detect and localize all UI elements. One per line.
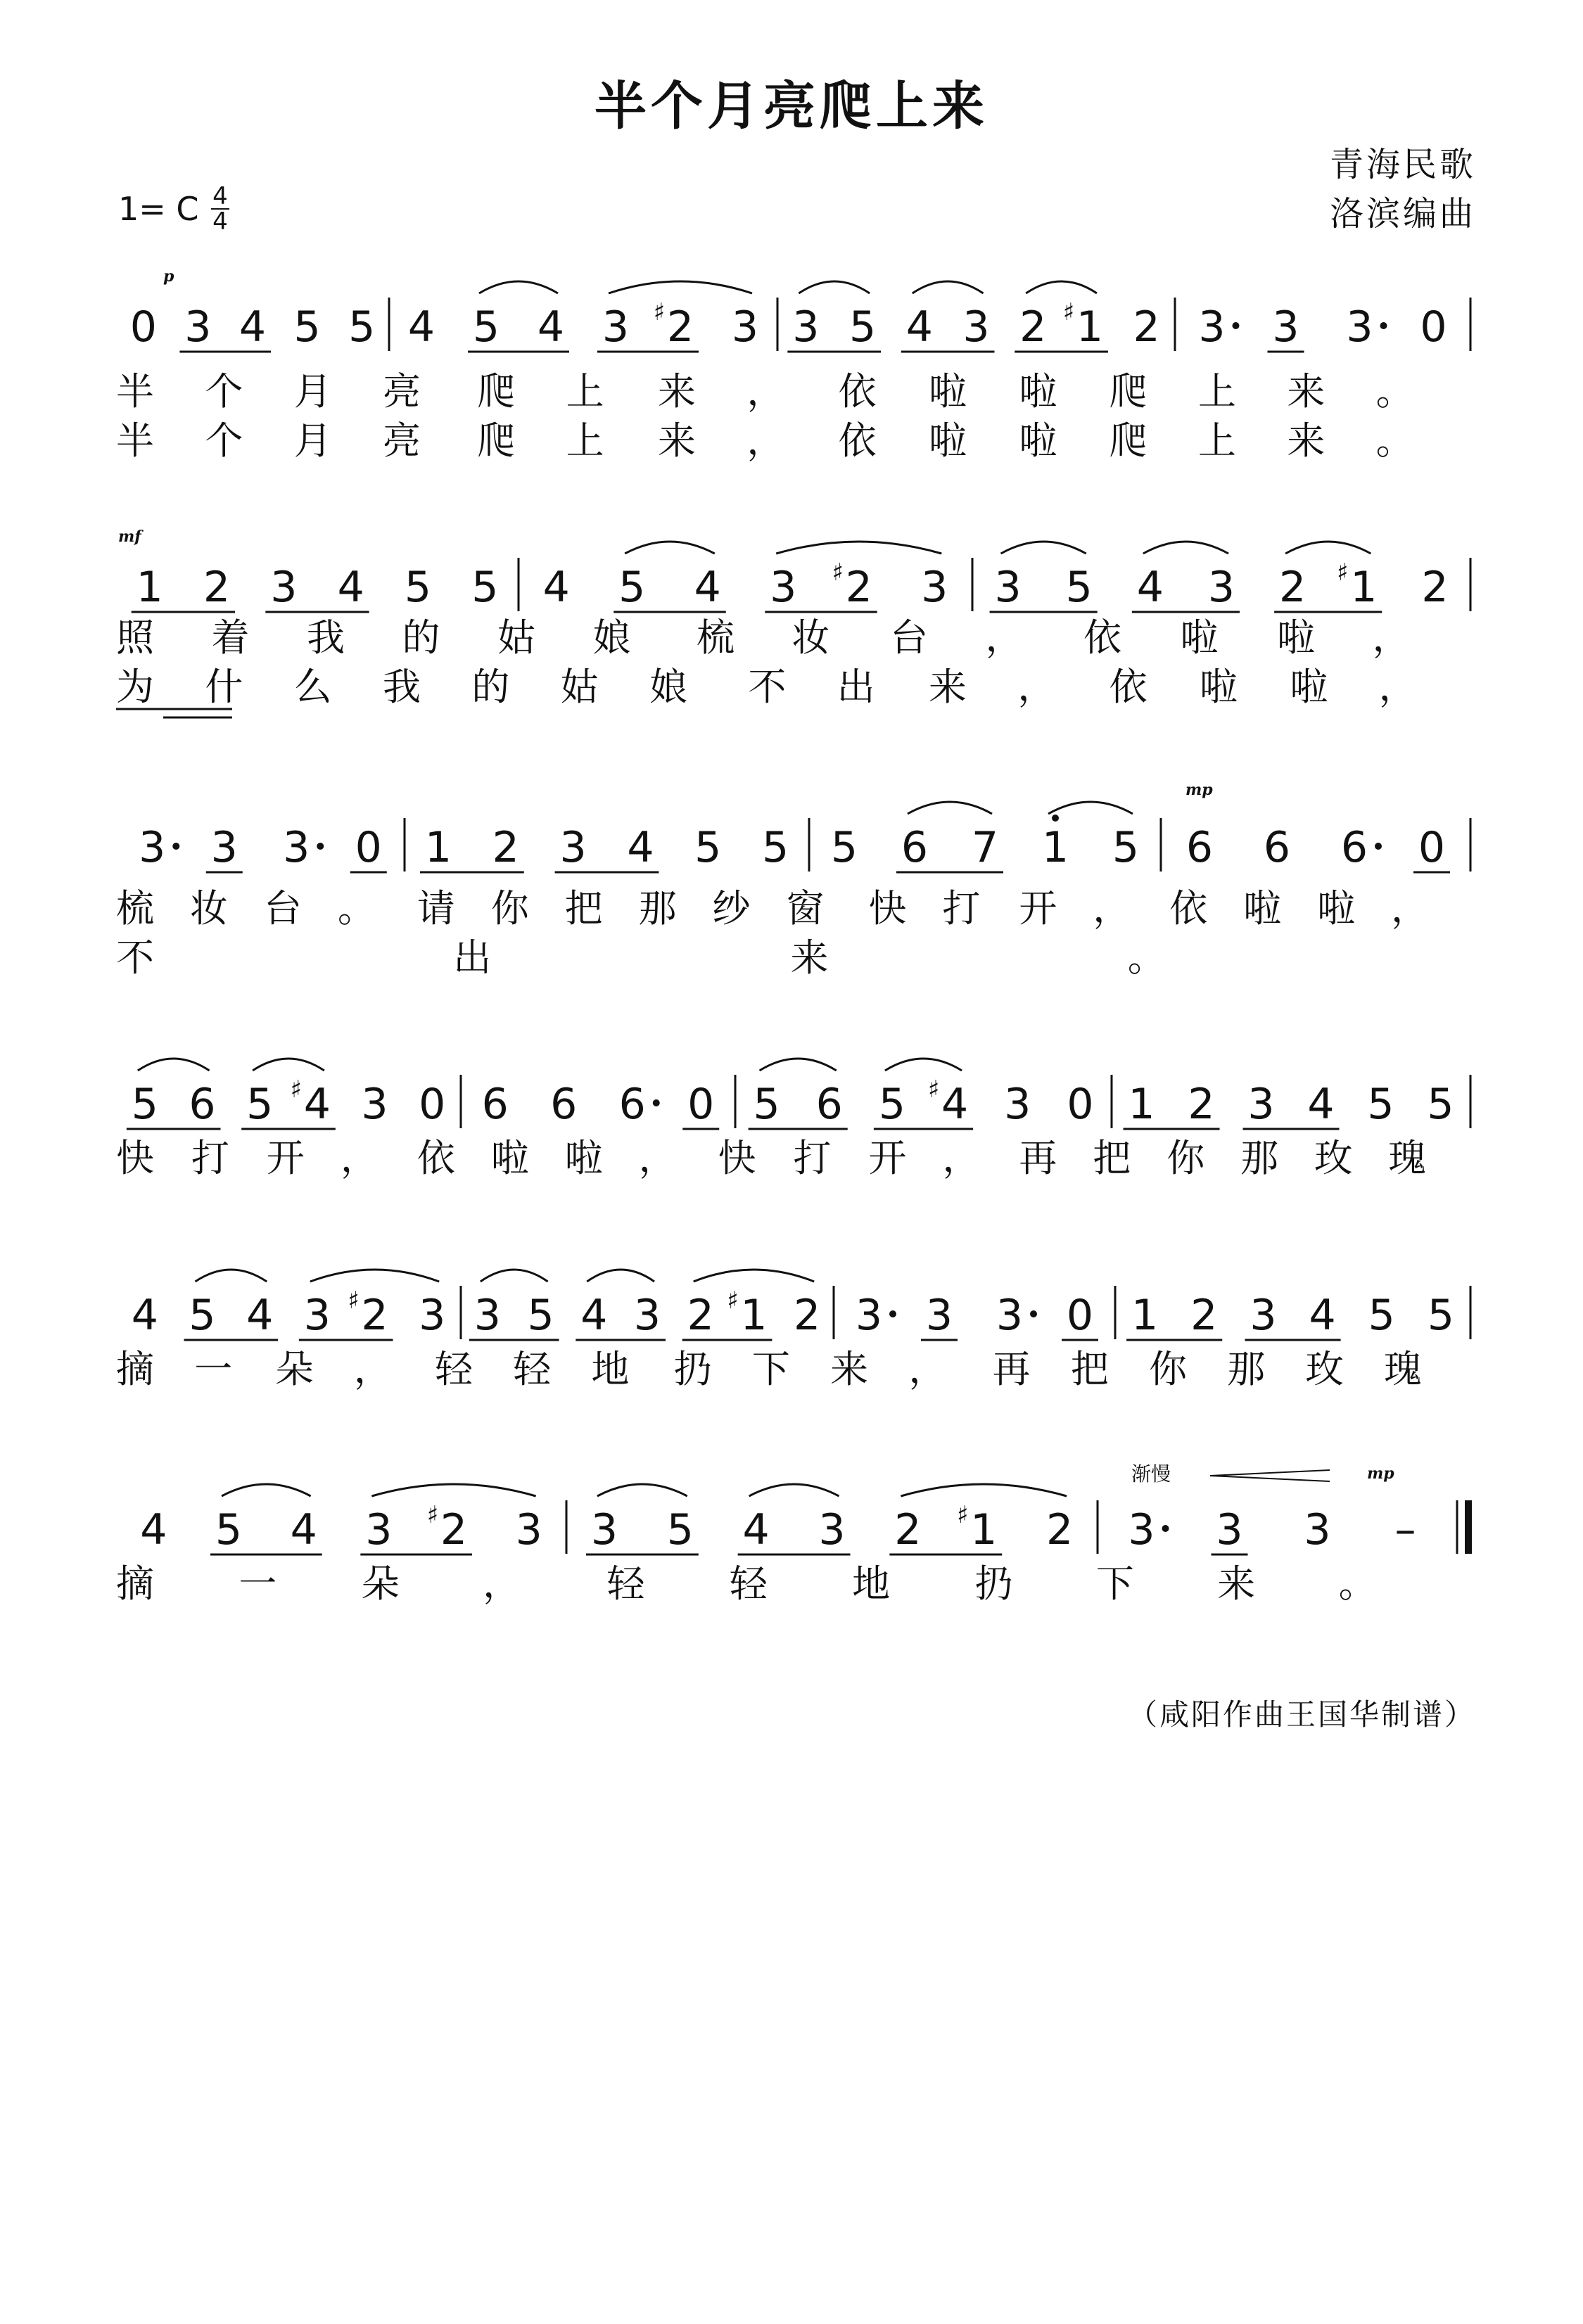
note: 3 <box>270 563 298 612</box>
note: 3 <box>365 1505 393 1554</box>
time-signature-bottom: 4 <box>212 208 228 236</box>
note: 3 <box>818 1505 846 1554</box>
note: 4 <box>1309 1291 1336 1340</box>
dynamic-marking: mf <box>118 528 141 546</box>
note: 5 <box>694 823 722 872</box>
note: 2 <box>894 1505 922 1554</box>
note: 0 <box>1420 302 1447 352</box>
lyric-word: 朵， <box>275 1347 432 1391</box>
lyric-word: 开， <box>868 1136 1017 1180</box>
lyric-word: 轻轻地 <box>434 1347 670 1391</box>
note: 5 <box>348 302 376 352</box>
note: 3 <box>210 823 238 872</box>
lyric-word: 爬上 <box>477 369 656 414</box>
sharp-accidental: ♯ <box>1062 298 1075 326</box>
dynamic-marking: mp <box>1185 781 1213 799</box>
note: 3 <box>184 302 212 352</box>
slur <box>799 281 870 293</box>
note: 2 <box>794 1291 821 1340</box>
note: 4 <box>246 1291 274 1340</box>
lyric-word: 轻 <box>606 1562 728 1606</box>
note: 4 <box>131 1291 158 1340</box>
note: 3 <box>419 1291 446 1340</box>
slur <box>479 281 558 293</box>
note: 3 <box>770 563 797 612</box>
note: 5 <box>1427 1080 1454 1129</box>
note: 3 <box>303 1291 331 1340</box>
note: 1 <box>1350 563 1378 612</box>
note: 5 <box>618 563 646 612</box>
note: 3 <box>731 302 759 352</box>
lyric-word: 打 <box>793 1136 867 1180</box>
lyric-word: 啦 <box>1019 419 1108 463</box>
slur <box>913 281 984 293</box>
note: 3 <box>855 1291 883 1340</box>
decrescendo-hairpin <box>1210 1476 1330 1481</box>
note: 2 <box>1188 1080 1215 1129</box>
note: 6 <box>618 1080 646 1129</box>
lyric-word: 依 <box>1109 665 1199 709</box>
slur <box>310 1270 439 1282</box>
note: 5 <box>878 1080 906 1129</box>
note: 3 <box>962 302 990 352</box>
lyric-word: 半个月亮 <box>116 419 472 463</box>
note: 0 <box>129 302 157 352</box>
note: 4 <box>290 1505 317 1554</box>
note: 4 <box>580 1291 608 1340</box>
note: 5 <box>189 1291 216 1340</box>
note: 1 <box>1076 302 1104 352</box>
augmentation-dot <box>1030 1310 1037 1317</box>
slur <box>597 1484 687 1496</box>
augmentation-dot <box>317 843 324 850</box>
note: 4 <box>941 1080 969 1129</box>
note: 3 <box>1004 1080 1031 1129</box>
note: 3 <box>1247 1080 1275 1129</box>
note: 0 <box>1418 823 1446 872</box>
note: 5 <box>753 1080 780 1129</box>
note: 2 <box>687 1291 714 1340</box>
lyric-word: 快打 <box>868 886 1017 931</box>
slur <box>587 1270 654 1282</box>
lyric-word: 再把你那玫瑰 <box>992 1347 1463 1391</box>
lyric-word: 来， <box>658 369 836 414</box>
slur <box>885 1059 962 1071</box>
lyric-word: 不出 <box>748 665 927 709</box>
lyric-word: 开， <box>266 1136 414 1180</box>
lyric-word: 啦 <box>1019 369 1108 414</box>
tempo-marking: 渐慢 <box>1131 1462 1171 1486</box>
augmentation-dot <box>1375 843 1382 850</box>
slur <box>1285 542 1371 554</box>
note: 2 <box>1279 563 1307 612</box>
note: 4 <box>542 563 570 612</box>
sharp-accidental: ♯ <box>653 298 666 326</box>
note: 5 <box>1427 1291 1455 1340</box>
note: 4 <box>140 1505 167 1554</box>
note: 3 <box>921 563 948 612</box>
slur <box>481 1270 548 1282</box>
lyric-word: 啦， <box>1290 665 1468 709</box>
lyric-word: 打 <box>191 1136 265 1180</box>
lyric-word: 照着我的姑娘 <box>116 615 688 660</box>
lyric-word: 依 <box>838 419 928 463</box>
sharp-accidental: ♯ <box>290 1075 303 1104</box>
note: 5 <box>1367 1080 1394 1129</box>
credit-origin: 青海民歌 <box>1329 145 1476 184</box>
note: 2 <box>1421 563 1449 612</box>
note: 1 <box>1041 823 1069 872</box>
lyric-word: 依 <box>1083 615 1179 660</box>
note: 5 <box>472 302 500 352</box>
lyric-word: 来， <box>658 419 836 463</box>
augmentation-dot <box>1233 322 1240 329</box>
page-title: 半个月亮爬上来 <box>595 76 988 136</box>
note: 1 <box>740 1291 768 1340</box>
note: 0 <box>355 823 382 872</box>
note: 3 <box>1128 1505 1155 1554</box>
lyric-word: 啦 <box>1180 615 1276 660</box>
lyric-word: 啦 <box>1200 665 1289 709</box>
note: 3 <box>1304 1505 1331 1554</box>
lyric-word: 爬上来。 <box>1109 419 1466 463</box>
slur <box>138 1059 210 1071</box>
note: 3 <box>590 1505 618 1554</box>
note: 5 <box>246 1080 274 1129</box>
lyric-word: 朵， <box>361 1562 604 1606</box>
note: 6 <box>815 1080 843 1129</box>
sharp-accidental: ♯ <box>1337 558 1349 587</box>
lyric-word: 依啦啦， <box>1169 886 1466 931</box>
lyric-word: 梳妆 <box>697 615 887 660</box>
note: 5 <box>1065 563 1093 612</box>
note: 0 <box>1067 1080 1094 1129</box>
time-signature-top: 4 <box>211 184 229 210</box>
note: 3 <box>1346 302 1373 352</box>
slur <box>371 1484 535 1496</box>
lyric-word: 扔下来。 <box>974 1562 1461 1606</box>
note: 1 <box>1128 1080 1155 1129</box>
decrescendo-hairpin <box>1210 1470 1330 1476</box>
augmentation-dot <box>653 1099 660 1106</box>
note: 4 <box>742 1505 770 1554</box>
note: 2 <box>1190 1291 1218 1340</box>
note: 3 <box>139 823 166 872</box>
note: 1 <box>970 1505 998 1554</box>
lyric-word: 来， <box>929 665 1107 709</box>
note: 4 <box>337 563 364 612</box>
lyric-word: 啦 <box>929 419 1018 463</box>
note: 3 <box>1207 563 1235 612</box>
note: 6 <box>1185 823 1214 872</box>
note: 3 <box>633 1291 661 1340</box>
note: 4 <box>905 302 933 352</box>
lyric-word: 依啦啦， <box>417 1136 713 1180</box>
slur <box>749 1484 839 1496</box>
slur <box>1026 281 1097 293</box>
note: 5 <box>848 302 877 352</box>
note: 4 <box>1307 1080 1335 1129</box>
note: 6 <box>189 1080 216 1129</box>
note: 3 <box>1250 1291 1277 1340</box>
lyric-word: 梳妆台。 <box>116 886 412 931</box>
augmentation-dot <box>889 1310 896 1317</box>
footer-credit: （咸阳作曲王国华制谱） <box>1127 1697 1476 1732</box>
sharp-accidental: ♯ <box>348 1286 360 1315</box>
note: 3 <box>361 1080 388 1129</box>
augmentation-dot <box>1380 322 1387 329</box>
slur <box>776 542 941 554</box>
note: 6 <box>481 1080 509 1129</box>
lyric-word: 依 <box>838 369 928 414</box>
note: 1 <box>1131 1291 1159 1340</box>
note: 3 <box>994 563 1022 612</box>
lyric-word: 爬上 <box>477 419 656 463</box>
slur <box>1048 802 1133 814</box>
note: 7 <box>971 823 999 872</box>
octave-dot <box>1052 815 1059 822</box>
sharp-accidental: ♯ <box>727 1286 739 1315</box>
lyric-word: 请你把那纱窗 <box>417 886 860 931</box>
note: 3 <box>1216 1505 1243 1554</box>
note: 4 <box>537 302 565 352</box>
augmentation-dot <box>172 843 179 850</box>
note: 2 <box>845 563 872 612</box>
dynamic-marking: p <box>163 267 174 286</box>
lyric-word: 不出来。 <box>116 936 1465 980</box>
note: 5 <box>471 563 499 612</box>
slur <box>222 1484 311 1496</box>
note: 3 <box>473 1291 501 1340</box>
note: 2 <box>1133 302 1160 352</box>
note: 2 <box>203 563 231 612</box>
lyric-word: 半个月亮 <box>116 369 472 414</box>
slur <box>694 1270 814 1282</box>
lyric-word: 啦， <box>1277 615 1468 660</box>
dynamic-marking: mp <box>1367 1464 1394 1483</box>
note: 2 <box>492 823 519 872</box>
note: 5 <box>666 1505 694 1554</box>
lyric-word: 快 <box>718 1136 792 1180</box>
key-signature: 1= C <box>118 190 199 228</box>
note: 4 <box>303 1080 331 1129</box>
note: 5 <box>131 1080 158 1129</box>
note: 4 <box>1136 563 1164 612</box>
slur <box>196 1270 267 1282</box>
lyric-word: 摘一 <box>116 1347 273 1391</box>
note: 3 <box>283 823 310 872</box>
lyric-word: 爬上来。 <box>1109 369 1466 414</box>
note: 4 <box>694 563 721 612</box>
note: 3 <box>925 1291 953 1340</box>
note: 3 <box>792 302 820 352</box>
note: – <box>1394 1505 1416 1554</box>
lyric-word: 为什么我的姑娘 <box>116 665 739 709</box>
note: 4 <box>407 302 436 352</box>
note: 4 <box>239 302 267 352</box>
lyric-word: 开， <box>1019 886 1167 931</box>
slur <box>609 281 752 293</box>
note: 5 <box>527 1291 554 1340</box>
note: 2 <box>361 1291 388 1340</box>
slur <box>625 542 715 554</box>
note: 5 <box>761 823 789 872</box>
sharp-accidental: ♯ <box>927 1075 940 1104</box>
note: 0 <box>1066 1291 1094 1340</box>
sharp-accidental: ♯ <box>956 1501 969 1529</box>
slur <box>1001 542 1086 554</box>
note: 2 <box>1019 302 1047 352</box>
slur <box>908 802 992 814</box>
note: 3 <box>602 302 630 352</box>
lyric-word: 地 <box>852 1562 974 1606</box>
note: 3 <box>1272 302 1299 352</box>
lyric-word: 一 <box>239 1562 360 1606</box>
note: 6 <box>1263 823 1291 872</box>
note: 1 <box>424 823 452 872</box>
slur <box>253 1059 324 1071</box>
note: 2 <box>1045 1505 1074 1554</box>
slur <box>760 1059 837 1071</box>
lyric-word: 再把你那玫瑰 <box>1019 1136 1463 1180</box>
note: 3 <box>559 823 587 872</box>
lyric-word: 快 <box>116 1136 190 1180</box>
note: 5 <box>404 563 432 612</box>
note: 0 <box>419 1080 446 1129</box>
note: 0 <box>687 1080 715 1129</box>
note: 5 <box>1368 1291 1395 1340</box>
note: 6 <box>1340 823 1368 872</box>
sharp-accidental: ♯ <box>832 558 844 587</box>
lyric-word: 啦 <box>929 369 1018 414</box>
note: 3 <box>1198 302 1226 352</box>
credit-arranger: 洛滨编曲 <box>1329 194 1476 234</box>
lyric-word: 台， <box>890 615 1081 660</box>
slur <box>1143 542 1228 554</box>
note: 2 <box>666 302 694 352</box>
note: 1 <box>136 563 163 612</box>
note: 2 <box>440 1505 468 1554</box>
note: 6 <box>901 823 929 872</box>
lyric-word: 摘 <box>116 1562 238 1606</box>
note: 3 <box>515 1505 542 1554</box>
augmentation-dot <box>1162 1525 1169 1532</box>
note: 5 <box>215 1505 243 1554</box>
note: 6 <box>550 1080 578 1129</box>
note: 4 <box>627 823 654 872</box>
lyric-word: 扔下来， <box>673 1347 987 1391</box>
slur <box>901 1484 1067 1496</box>
note: 3 <box>996 1291 1024 1340</box>
note: 5 <box>293 302 321 352</box>
sharp-accidental: ♯ <box>426 1501 439 1529</box>
note: 5 <box>830 823 858 872</box>
lyric-word: 轻 <box>729 1562 851 1606</box>
note: 5 <box>1112 823 1140 872</box>
